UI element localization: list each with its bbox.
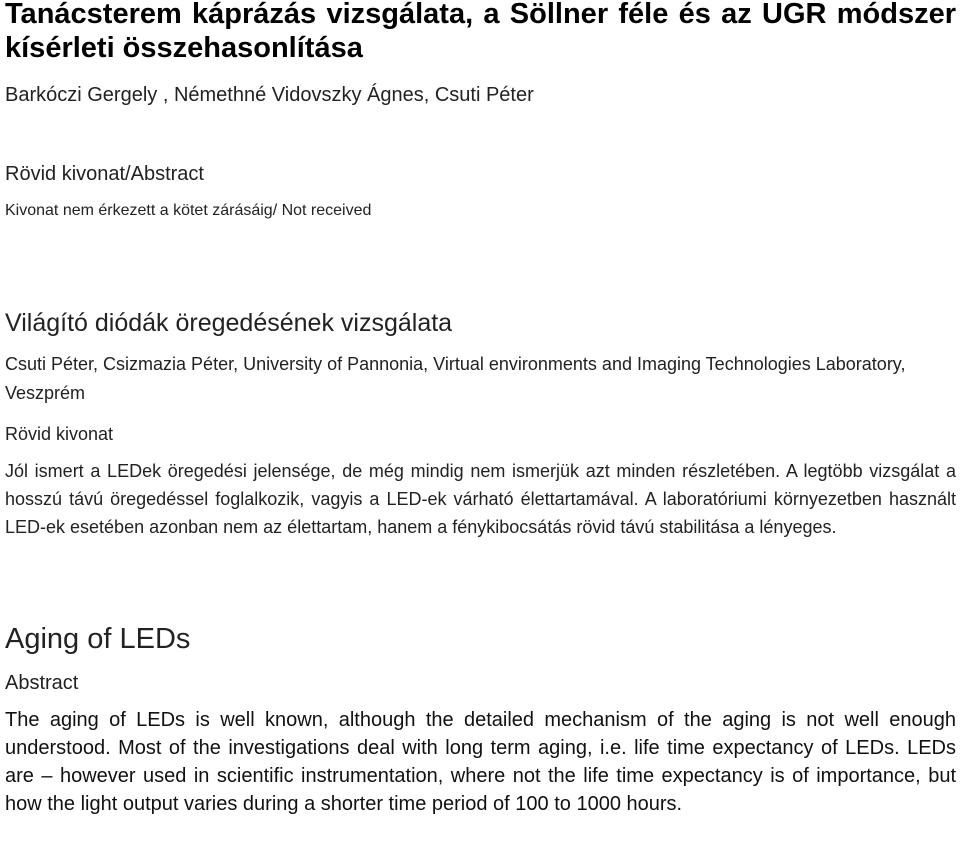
abstract-heading-2: Rövid kivonat [5, 424, 114, 444]
paper-authors-1: Barkóczi Gergely , Némethné Vidovszky Ágnes, Csuti Péter [5, 84, 534, 106]
paper-title-1: Tanácsterem káprázás vizsgálata, a Söllner féle és az UGR módszer kísérleti összehasonlítása [5, 0, 956, 64]
paper-title-3: Aging of LEDs [5, 623, 191, 655]
abstract-text-2: Jól ismert a LEDek öregedési jelensége, de még mindig nem ismerjük azt minden részletében. A legtöbb vizsgálat a hosszú távú öregedéssel foglalkozik, vagyis a LED-ek várható élettartamával. A laboratóriumi környezetben használt LED-ek esetében azonban nem az élettartam, hanem a fénykibocsátás rövid távú stabilitása a lényeges. [5, 461, 956, 537]
abstract-text-1: Kivonat nem érkezett a kötet zárásáig/ Not received [5, 202, 372, 219]
paper-authors-2: Csuti Péter, Csizmazia Péter, University of Pannonia, Virtual environments and Imaging Technologies Laboratory, Veszprém [5, 354, 906, 403]
paper-title-2: Világító diódák öregedésének vizsgálata [5, 309, 453, 337]
abstract-heading-1: Rövid kivonat/Abstract [5, 163, 204, 185]
abstract-text-3: The aging of LEDs is well known, although the detailed mechanism of the aging is not well enough understood. Most of the investigations deal with long term aging, i.e. life time expectancy of LEDs. LEDs are – however used in scientific instrumentation, where not the life time expectancy is of importance, but how the light output varies during a shorter time period of 100 to 1000 hours. [5, 709, 956, 815]
abstract-heading-3: Abstract [5, 672, 79, 694]
